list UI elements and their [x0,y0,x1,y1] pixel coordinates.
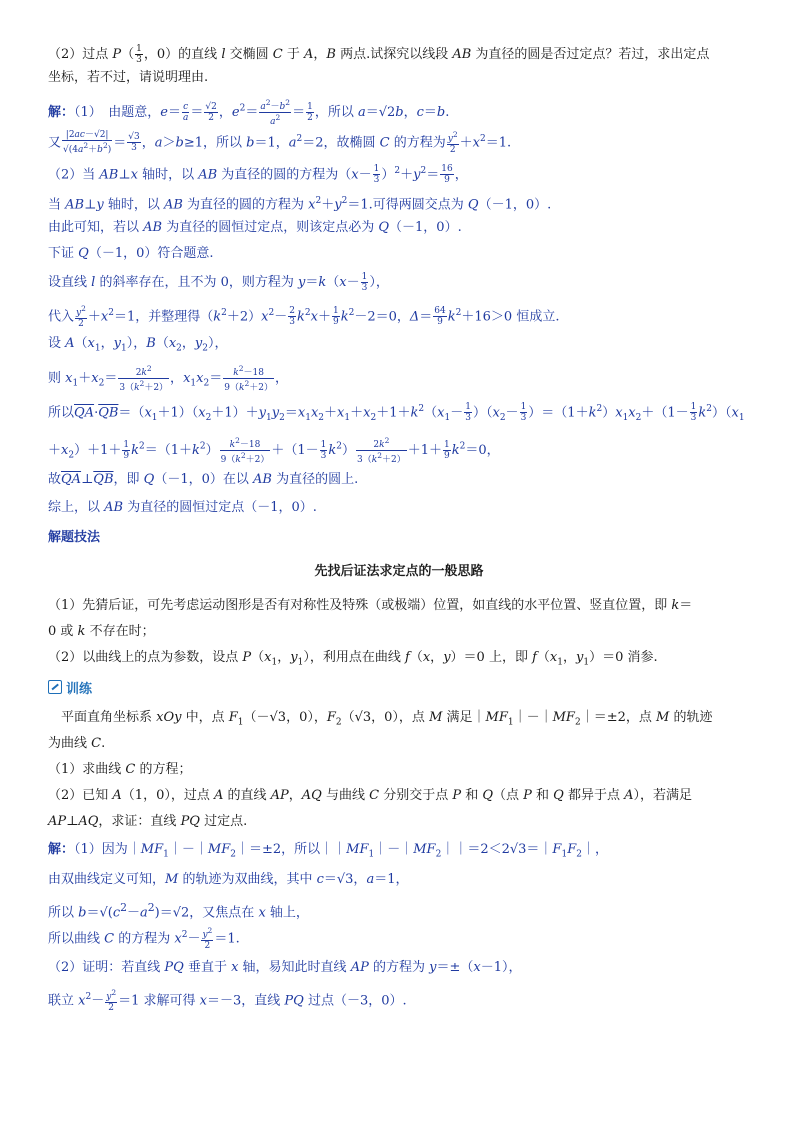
doc-line-p5: AP⊥AQ，求证：直线 PQ 过定点. [48,814,248,829]
doc-line-t3: （2）以曲线上的点为参数，设点 $P(x_1$，$y_1$），利用点在曲线 f（x，y）＝0 上，即 $f(x_1$，$y_1)=0$ 消参. [48,650,658,668]
doc-line-s3: （2）当 AB⊥x 轴时，以 AB 为直径的圆的方程为（x－ $\frac{1}{3}$ ）$^2+y^2=$ $\frac{16}{9}$ ， [48,164,468,186]
doc-line-s7: 设直线 l 的斜率存在，且不为 0，则方程为 y＝k（x－ $\frac{1}{3}$ ）， [48,272,389,293]
doc-line-q2: （2）过点 P（ $\frac{1}{3}$ ，0）的直线 l 交椭圆 C 于 A，B 两点.试探究以线段 AB 为直径的圆是否过定点？若过，求出定点 [48,44,710,65]
doc-line-h2: 先找后证法求定点的一般思路 [314,564,484,579]
doc-line-s5: 由此可知，若以 AB 为直径的圆恒过定点，则该定点必为 Q（－1，0）. [48,220,462,235]
doc-line-r5: （2）证明：若直线 PQ 垂直于 x 轴，易知此时直线 AP 的方程为 y＝±（x－1）， [48,960,522,975]
doc-line-r3: 所以 $b=√(c^2-a^2)=√2$，又焦点在 x 轴上， [48,901,309,921]
doc-line-p1: 平面直角坐标系 xOy 中，点 $F_1(-√3$，0），$F_2(√3$，0），点 M 满足$|MF_1|-|MF_2|=\pm 2$，点 M 的轨迹 [48,710,713,728]
doc-line-s2: 又 $\frac{|2ac-√2|}{√(4a^2+b^2)}$ ＝ $\frac{√3}{3}$ ，a＞b≥1，所以 b＝1，$a^2=2$，故椭圆 C 的方程为 $\frac{y^2}{2}$ $+x^2=1$. [48,130,512,156]
doc-line-s11: 所以$\overline{QA}\cdot\overline{QB}=(x_1+1)(x_2+1)+y_1y_2=x_1x_2+x_1+x_2+1+k^2(x_1-$ $\frac{1}{3}$ ）（$x_2-$ $\frac{1}{3}$ ）$=(1+k^2)x_1x_2+(1-$ $\frac{1}{3}$ $k^2)(x_1$ [48,402,745,424]
doc-line-r6: 联立 $x^2-$ $\frac{y^2}{2}$ ＝1 求解可得 x＝－3，直线 PQ 过点（－3，0）. [48,988,407,1014]
doc-line-s12: $+x_2)+1+$ $\frac{1}{9}$ $k^2=(1+k^2)$ $\frac{k^2-18}{9(k^2+2)}$ ＋（1－ $\frac{1}{3}$ $k^2$） $\frac{2k^2}{3(k^2+2)}$ ＋1＋ $\frac{1}{9}$ $k^2=0$， [48,436,500,465]
doc-line-s9: 设 $A(x_1$，$y_1$），$B(x_2$，$y_2$）， [48,336,228,354]
doc-line-s10: 则 $x_1+x_2=$ $\frac{2k^2}{3(k^2+2)}$ ，$x_1x_2=$ $\frac{k^2-18}{9(k^2+2)}$ ， [48,364,288,393]
doc-line-t1: （1）先猜后证，可先考虑运动图形是否有对称性及特殊（或极端）位置，如直线的水平位置、竖直位置，即 k＝ [48,598,693,613]
doc-line-p4: （2）已知 A（1，0），过点 A 的直线 AP，AQ 与曲线 C 分别交于点 P 和 Q（点 P 和 Q 都异于点 A），若满足 [48,788,693,803]
doc-line-p3: （1）求曲线 C 的方程； [48,762,192,777]
doc-line-s13: 故$\overline{QA}\perp\overline{QB}$，即 Q（－1，0）在以 AB 为直径的圆上. [48,472,359,487]
doc-line-r1: 解：（1）因为$|MF_1|-|MF_2|=\pm 2$，所以$||MF_1|-|MF_2||=2<2√3=|F_1F_2|$， [48,842,608,860]
doc-line-s14: 综上，以 AB 为直径的圆恒过定点（－1，0）. [48,500,317,515]
doc-line-h1: 解题技法 [48,530,101,545]
doc-line-s8: 代入 $\frac{y^2}{2}$ $+x^2=1$，并整理得$(k^2+2)x^2-$ $\frac{2}{3}$ $k^2x+$ $\frac{1}{9}$ $k^2-2=0$，Δ＝ $\frac{64}{9}$ $k^2+16>0$ 恒成立. [48,304,560,330]
doc-line-r4: 所以曲线 C 的方程为 $x^2-$ $\frac{y^2}{2}$ ＝1. [48,926,240,952]
doc-line-s6: 下证 Q（－1，0）符合题意. [48,246,214,261]
doc-line-r2: 由双曲线定义可知，M 的轨迹为双曲线，其中 c＝√3，a＝1， [48,872,409,887]
doc-line-q2b: 坐标，若不过，请说明理由. [48,70,209,85]
doc-line-t2: 0 或 k 不存在时； [48,624,155,639]
doc-line-s4: 当 AB⊥y 轴时，以 AB 为直径的圆的方程为 $x^2+y^2=1$.可得两圆交点为 Q（－1，0）. [48,196,552,213]
doc-line-p2: 为曲线 C. [48,736,106,751]
doc-line-s1: 解：（1） 由题意，e＝ $\frac{c}{a}$ ＝ $\frac{√2}{2}$ ，$e^2=$ $\frac{a^2-b^2}{a^2}$ ＝ $\frac{1}{2}$ ，所以 a＝√2b，c＝b. [48,98,450,127]
doc-line-tr: 训练 [48,680,750,699]
